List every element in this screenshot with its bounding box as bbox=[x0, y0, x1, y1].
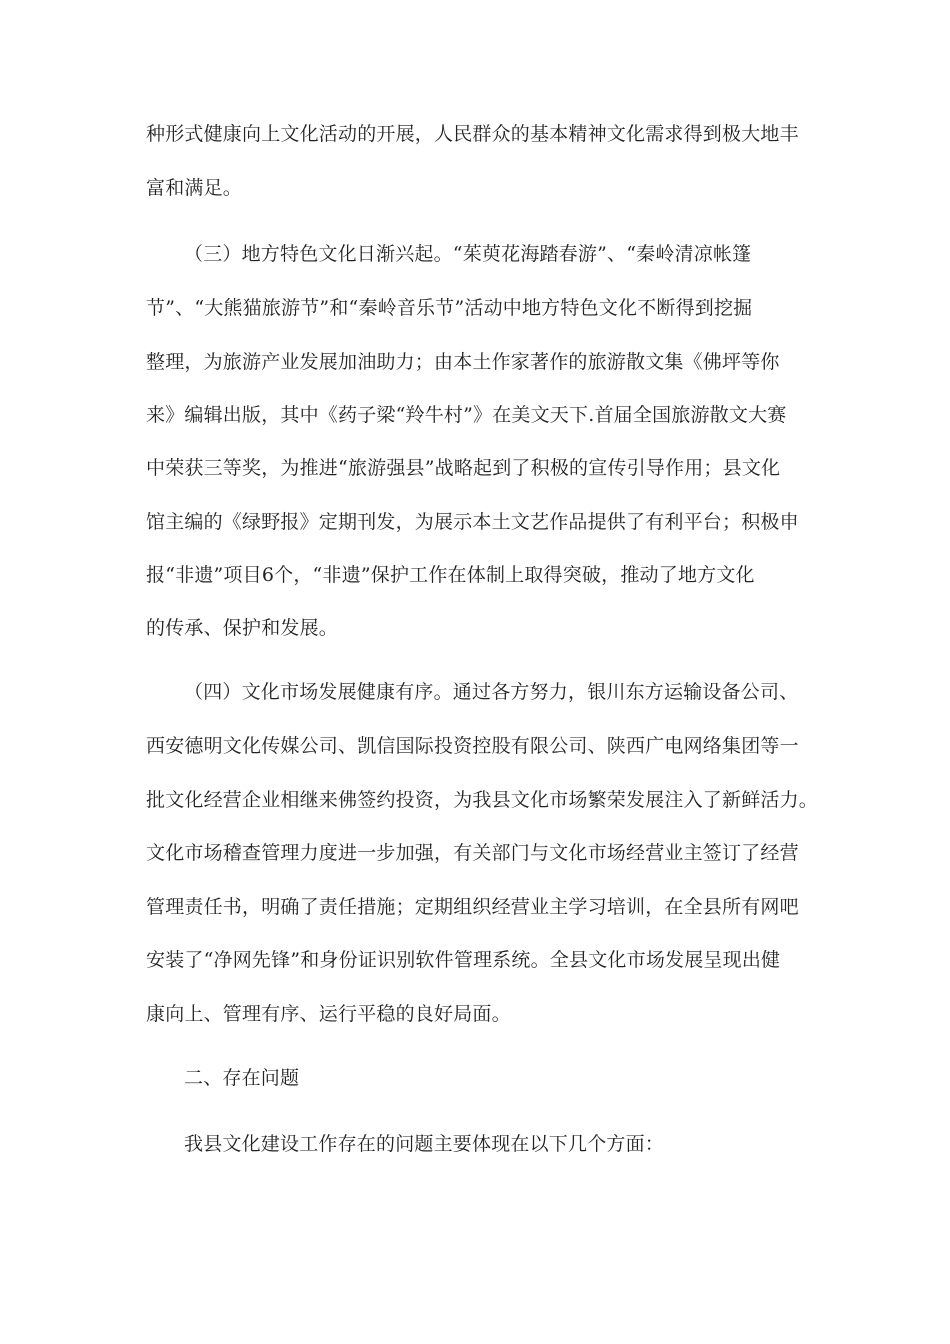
section-heading-problems: 二、存在问题 bbox=[184, 1067, 300, 1089]
paragraph-section-4-line-6: 安装了“净网先锋”和身份证识别软件管理系统。全县文化市场发展呈现出健 bbox=[146, 949, 781, 971]
paragraph-section-3-line-3: 整理，为旅游产业发展加油助力；由本土作家著作的旅游散文集《佛坪等你 bbox=[146, 351, 780, 373]
paragraph-section-4-line-1: （四）文化市场发展健康有序。通过各方努力，银川东方运输设备公司、 bbox=[184, 681, 799, 703]
paragraph-continuation-line-2: 富和满足。 bbox=[146, 177, 243, 199]
paragraph-section-4-line-2: 西安德明文化传媒公司、凯信国际投资控股有限公司、陕西广电网络集团等一 bbox=[146, 735, 799, 757]
paragraph-section-3-line-7: 报“非遗”项目6个，“非遗”保护工作在体制上取得突破，推动了地方文化 bbox=[146, 564, 755, 586]
paragraph-section-4-line-5: 管理责任书，明确了责任措施；定期组织经营业主学习培训，在全县所有网吧 bbox=[146, 896, 799, 918]
paragraph-section-4-line-4: 文化市场稽查管理力度进一步加强，有关部门与文化市场经营业主签订了经营 bbox=[146, 842, 799, 864]
paragraph-section-4-line-7: 康向上、管理有序、运行平稳的良好局面。 bbox=[146, 1003, 511, 1025]
paragraph-section-3-line-5: 中荣获三等奖，为推进“旅游强县”战略起到了积极的宣传引导作用；县文化 bbox=[146, 457, 781, 479]
paragraph-section-3-line-2: 节”、“大熊猫旅游节”和“秦岭音乐节”活动中地方特色文化不断得到挖掘 bbox=[146, 297, 753, 319]
paragraph-section-4-line-3: 批文化经营企业相继来佛签约投资，为我县文化市场繁荣发展注入了新鲜活力。 bbox=[146, 789, 819, 811]
paragraph-problems-intro: 我县文化建设工作存在的问题主要体现在以下几个方面： bbox=[184, 1133, 665, 1155]
paragraph-section-3-line-6: 馆主编的《绿野报》定期刊发，为展示本土文艺作品提供了有利平台；积极申 bbox=[146, 511, 799, 533]
paragraph-section-3-line-4: 来》编辑出版，其中《药子梁“羚牛村”》在美文天下.首届全国旅游散文大赛 bbox=[146, 404, 787, 426]
paragraph-section-3-line-8: 的传承、保护和发展。 bbox=[146, 617, 339, 639]
paragraph-continuation-line-1: 种形式健康向上文化活动的开展，人民群众的基本精神文化需求得到极大地丰 bbox=[146, 123, 799, 145]
paragraph-section-3-line-1: （三）地方特色文化日渐兴起。“茱萸花海踏春游”、“秦岭清凉帐篷 bbox=[184, 243, 752, 265]
